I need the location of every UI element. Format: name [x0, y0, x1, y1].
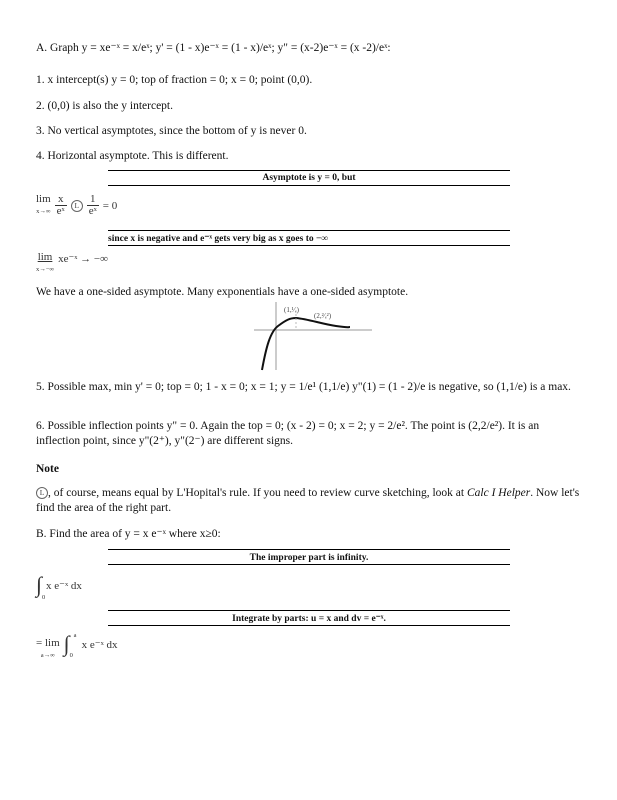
fraction-denominator: eˣ — [88, 205, 97, 217]
list-item-3: 3. No vertical asymptotes, since the bottom of y is never 0. — [36, 125, 307, 137]
lim-subscript: x→−∞ — [36, 266, 55, 273]
caption-integrate-by-parts: Integrate by parts: u = x and dv = e⁻ˣ. — [232, 614, 386, 624]
inflection-point-label: (2,²⁄ₑ²) — [314, 312, 332, 320]
max-point-label: (1,¹⁄ₑ) — [284, 306, 299, 314]
caption-rule-top — [108, 230, 510, 231]
fraction-numerator: x — [55, 194, 67, 206]
caption-improper: The improper part is infinity. — [249, 553, 369, 563]
note-text-1: , of course, means equal by L'Hopital's rule. If you need to review curve sketching, look at — [48, 487, 467, 499]
list-item-4: 4. Horizontal asymptote. This is different. — [36, 150, 229, 162]
integrand: x e⁻ˣ dx — [81, 639, 118, 651]
list-item-6: 6. Possible inflection points y" = 0. Again the top = 0; (x - 2) = 0; x = 2; y = 2/e². The point is (2,2/e²). It is an inflection point, since y"(2⁺), y"(2⁻) are different signs. — [36, 420, 540, 447]
integral-sign: ∫ — [63, 631, 70, 656]
fraction-numerator: 1 — [87, 194, 99, 206]
limit-expression: xe⁻ˣ → −∞ — [58, 253, 108, 265]
lhopital-circle-icon: L — [36, 487, 48, 499]
caption-since-x: since x is negative and e⁻ˣ gets very big as x goes to −∞ — [108, 234, 329, 244]
calc-helper-link[interactable]: Calc I Helper — [466, 487, 531, 499]
fraction-1-over-ex — [87, 194, 99, 217]
integral-lower-limit: 0 — [42, 594, 46, 601]
caption-rule-top — [108, 549, 510, 550]
list-item-5: 5. Possible max, min y' = 0; top = 0; 1 - x = 0; x = 1; y = 1/e¹ (1,1/e) y"(1) = (1 - 2)/e is negative, so (1,1/e) is a max. — [36, 381, 571, 393]
note-text-2: . Now let's find the area of the right part. — [36, 487, 580, 514]
curve — [262, 318, 350, 370]
list-item-1: 1. x intercept(s) y = 0; top of fraction = 0; x = 0; point (0,0). — [36, 74, 313, 86]
integral-limit-formula — [36, 633, 118, 665]
caption-rule-bottom — [108, 185, 510, 186]
section-b-heading: B. Find the area of y = x e⁻ˣ where x≥0: — [36, 528, 221, 540]
caption-rule-top — [108, 170, 510, 171]
note-paragraph — [36, 486, 584, 516]
list-item-2: 2. (0,0) is also the y intercept. — [36, 100, 174, 112]
limit-formula-neg-inf — [36, 252, 108, 275]
graph-sketch — [240, 300, 380, 372]
caption-rule-bottom — [108, 564, 510, 565]
section-a-heading: A. Graph y = xe⁻ˣ = x/eˣ; y' = (1 - x)e⁻ˣ = (1 - x)/eˣ; y" = (x-2)e⁻ˣ = (x -2)/eˣ: — [36, 42, 391, 54]
caption-rule-bottom — [108, 625, 510, 626]
caption-asymptote: Asymptote is y = 0, but — [262, 173, 356, 183]
integral-sign: ∫ — [36, 572, 43, 597]
equals-zero: = 0 — [102, 200, 118, 213]
lim-subscript: x→∞ — [36, 208, 51, 215]
lim-label: lim — [36, 193, 51, 205]
one-sided-asymptote-text: We have a one-sided asymptote. Many exponentials have a one-sided asymptote. — [36, 286, 409, 298]
lim-label: lim — [37, 251, 53, 263]
integral-upper-limit: a — [73, 632, 77, 639]
caption-rule-top — [108, 610, 510, 611]
fraction-denominator: eˣ — [56, 205, 65, 217]
lim-subscript: a→∞ — [40, 652, 55, 659]
integral-lower-limit: 0 — [69, 652, 73, 659]
integrand: x e⁻ˣ dx — [46, 580, 82, 592]
integral-formula — [36, 574, 82, 604]
fraction-x-over-ex — [55, 194, 67, 217]
note-heading: Note — [36, 463, 59, 475]
limit-formula-lhopital — [36, 194, 117, 217]
caption-rule-bottom — [108, 245, 510, 246]
lhopital-circle-icon: L — [71, 200, 83, 212]
eq-lim-label: = lim — [36, 637, 60, 649]
